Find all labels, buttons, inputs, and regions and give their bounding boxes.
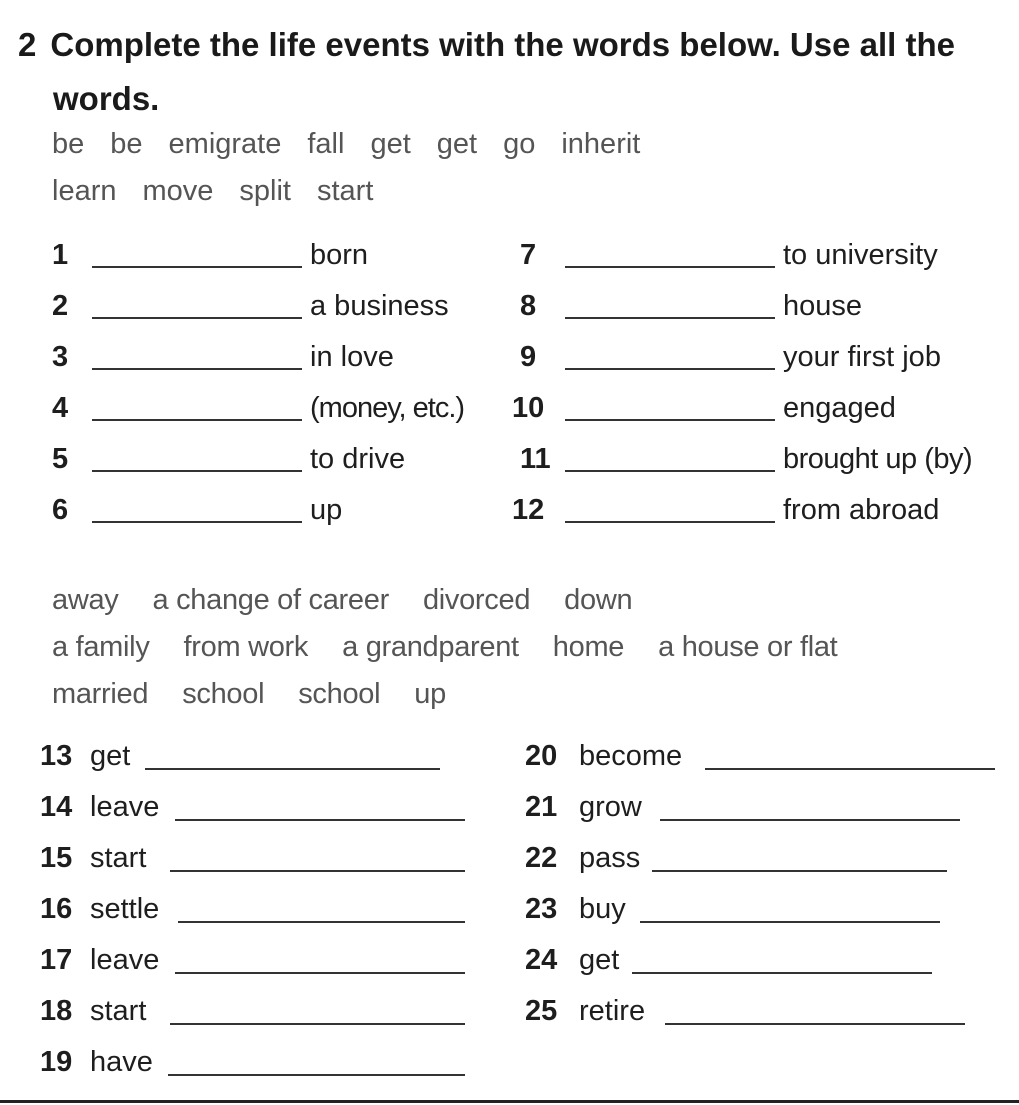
- word-bank-word: be: [52, 128, 85, 160]
- word-bank-word: a family: [52, 631, 150, 663]
- answer-blank-14[interactable]: [175, 819, 465, 821]
- exercise-item-23: [525, 889, 626, 929]
- exercise-item-11: [520, 439, 551, 479]
- item-verb: retire: [579, 995, 646, 1027]
- answer-blank-18[interactable]: [170, 1023, 465, 1025]
- item-number: 23: [525, 893, 558, 925]
- exercise-item-20: [525, 736, 682, 776]
- answer-blank-2[interactable]: [92, 317, 302, 319]
- answer-blank-20[interactable]: [705, 768, 995, 770]
- item-verb: start: [90, 995, 147, 1027]
- word-bank-word: fall: [307, 128, 345, 160]
- item-text: up: [310, 494, 343, 526]
- word-bank-word: a house or flat: [658, 631, 838, 663]
- item-verb: start: [90, 842, 147, 874]
- exercise-item-16: [40, 889, 159, 929]
- word-bank-word: get: [436, 128, 478, 160]
- word-bank-word: a change of career: [152, 584, 389, 616]
- item-text: brought up (by): [783, 443, 973, 475]
- item-number: 6: [52, 494, 69, 526]
- item-number: 17: [40, 944, 73, 976]
- word-bank-word: emigrate: [168, 128, 282, 160]
- answer-blank-23[interactable]: [640, 921, 940, 923]
- answer-blank-10[interactable]: [565, 419, 775, 421]
- item-verb: become: [579, 740, 683, 772]
- word-bank-word: move: [142, 175, 214, 207]
- item-text: to drive: [310, 443, 406, 475]
- item-number: 12: [512, 494, 545, 526]
- word-bank-word: split: [239, 175, 291, 207]
- item-number: 5: [52, 443, 69, 475]
- exercise-item-13: [40, 736, 130, 776]
- exercise-item-7: [520, 235, 536, 275]
- item-text: your first job: [783, 341, 941, 373]
- item-number: 13: [40, 740, 73, 772]
- instruction-line-2: words.: [53, 80, 160, 117]
- item-number: 19: [40, 1046, 73, 1078]
- item-number: 1: [52, 239, 69, 271]
- item-text: born: [310, 239, 369, 271]
- instruction-line-1: Complete the life events with the words below. Use all the: [50, 26, 955, 63]
- answer-blank-25[interactable]: [665, 1023, 965, 1025]
- exercise-item-24: [525, 940, 619, 980]
- word-bank-word: a grandparent: [342, 631, 519, 663]
- answer-blank-21[interactable]: [660, 819, 960, 821]
- word-bank-1-row-1: [52, 121, 1012, 168]
- exercise-item-17: [40, 940, 159, 980]
- item-number: 16: [40, 893, 73, 925]
- item-number: 24: [525, 944, 558, 976]
- word-bank-word: away: [52, 584, 119, 616]
- word-bank-2-row-1: [52, 577, 1012, 624]
- item-verb: buy: [579, 893, 626, 925]
- word-bank-1-row-2: [52, 168, 1012, 215]
- exercise-item-4: [52, 388, 68, 428]
- item-number: 22: [525, 842, 558, 874]
- page-bottom-rule: [0, 1100, 1019, 1103]
- word-bank-word: home: [552, 631, 625, 663]
- answer-blank-12[interactable]: [565, 521, 775, 523]
- answer-blank-9[interactable]: [565, 368, 775, 370]
- word-bank-word: start: [317, 175, 374, 207]
- word-bank-word: inherit: [561, 128, 641, 160]
- answer-blank-4[interactable]: [92, 419, 302, 421]
- word-bank-word: divorced: [422, 584, 531, 616]
- item-verb: get: [90, 740, 131, 772]
- word-bank-word: from work: [183, 631, 309, 663]
- word-bank-2-row-3: [52, 671, 1012, 718]
- answer-blank-3[interactable]: [92, 368, 302, 370]
- item-text: a business: [310, 290, 449, 322]
- answer-blank-15[interactable]: [170, 870, 465, 872]
- exercise-item-3: [52, 337, 68, 377]
- exercise-number: 2: [18, 26, 37, 63]
- answer-blank-13[interactable]: [145, 768, 440, 770]
- item-number: 10: [512, 392, 545, 424]
- item-verb: get: [579, 944, 620, 976]
- item-verb: pass: [579, 842, 641, 874]
- item-number: 11: [520, 443, 551, 475]
- item-number: 14: [40, 791, 73, 823]
- item-verb: grow: [579, 791, 642, 823]
- exercise-item-6: [52, 490, 68, 530]
- item-number: 3: [52, 341, 69, 373]
- answer-blank-16[interactable]: [178, 921, 465, 923]
- word-bank-word: married: [52, 678, 149, 710]
- exercise-item-19: [40, 1042, 153, 1082]
- answer-blank-24[interactable]: [632, 972, 932, 974]
- exercise-item-12: [512, 490, 544, 530]
- answer-blank-6[interactable]: [92, 521, 302, 523]
- exercise-item-14: [40, 787, 159, 827]
- item-number: 25: [525, 995, 558, 1027]
- item-number: 7: [520, 239, 537, 271]
- exercise-item-22: [525, 838, 640, 878]
- word-bank-word: school: [298, 678, 381, 710]
- item-number: 2: [52, 290, 69, 322]
- exercise-item-10: [512, 388, 544, 428]
- item-text: in love: [310, 341, 394, 373]
- exercise-item-21: [525, 787, 642, 827]
- item-text: (money, etc.): [310, 392, 465, 424]
- word-bank-1: [52, 121, 1012, 215]
- word-bank-word: be: [110, 128, 143, 160]
- exercise-item-15: [40, 838, 146, 878]
- word-bank-word: up: [414, 678, 446, 710]
- item-verb: have: [90, 1046, 153, 1078]
- item-verb: settle: [90, 893, 160, 925]
- item-number: 21: [525, 791, 558, 823]
- answer-blank-5[interactable]: [92, 470, 302, 472]
- word-bank-word: get: [370, 128, 411, 160]
- item-number: 4: [52, 392, 69, 424]
- answer-blank-19[interactable]: [168, 1074, 465, 1076]
- item-text: house: [783, 290, 863, 322]
- item-text: to university: [783, 239, 938, 271]
- item-number: 18: [40, 995, 73, 1027]
- answer-blank-1[interactable]: [92, 266, 302, 268]
- exercise-heading: [18, 18, 998, 126]
- answer-blank-17[interactable]: [175, 972, 465, 974]
- word-bank-word: go: [503, 128, 536, 160]
- exercise-item-18: [40, 991, 146, 1031]
- item-number: 8: [520, 290, 537, 322]
- answer-blank-8[interactable]: [565, 317, 775, 319]
- exercise-item-2: [52, 286, 68, 326]
- item-number: 9: [520, 341, 537, 373]
- word-bank-2-row-2: [52, 624, 1012, 671]
- item-number: 20: [525, 740, 558, 772]
- item-text: engaged: [783, 392, 896, 424]
- word-bank-word: learn: [52, 175, 117, 207]
- word-bank-word: school: [182, 678, 265, 710]
- answer-blank-11[interactable]: [565, 470, 775, 472]
- item-number: 15: [40, 842, 73, 874]
- exercise-item-5: [52, 439, 68, 479]
- item-verb: leave: [90, 791, 160, 823]
- exercise-item-9: [520, 337, 536, 377]
- answer-blank-22[interactable]: [652, 870, 947, 872]
- exercise-item-1: [52, 235, 68, 275]
- item-verb: leave: [90, 944, 160, 976]
- item-text: from abroad: [783, 494, 940, 526]
- word-bank-2: [52, 577, 1012, 718]
- exercise-item-25: [525, 991, 645, 1031]
- word-bank-word: down: [564, 584, 633, 616]
- exercise-item-8: [520, 286, 536, 326]
- answer-blank-7[interactable]: [565, 266, 775, 268]
